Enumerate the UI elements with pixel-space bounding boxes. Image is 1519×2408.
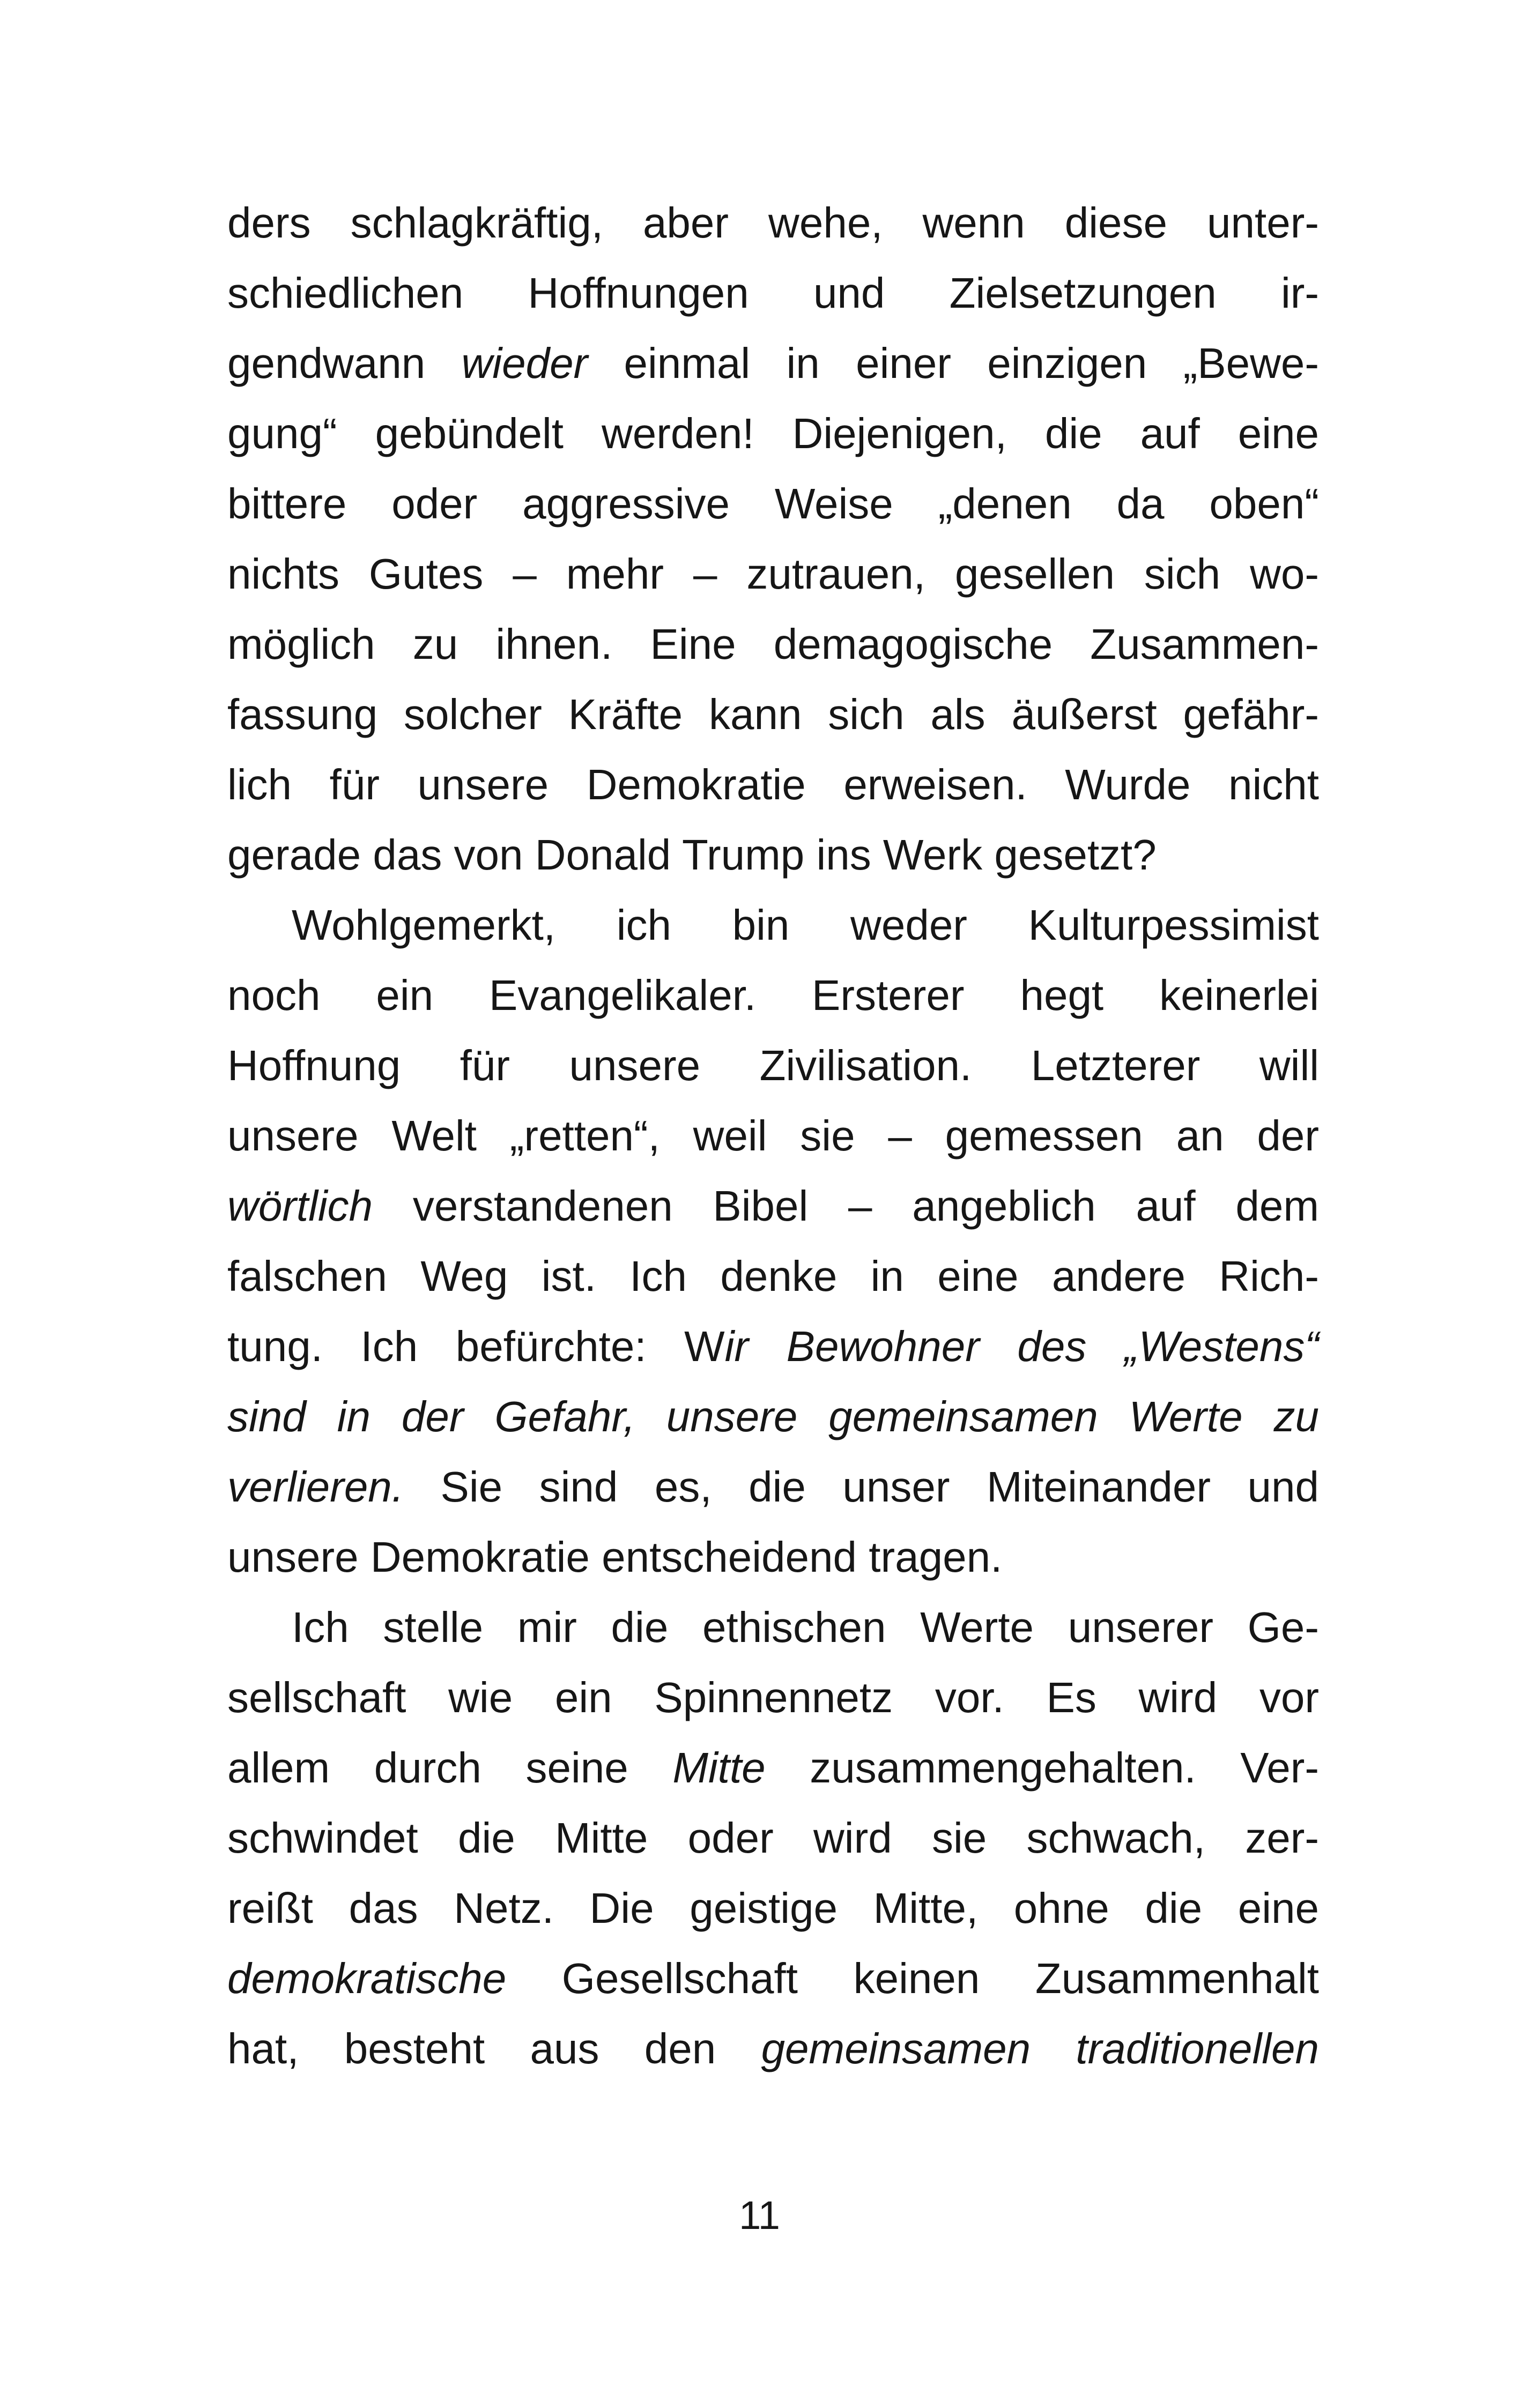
italic-text: Mitte	[672, 1744, 766, 1792]
text-run: sellschaft wie ein Spinnennetz vor. Es wird vor	[227, 1674, 1319, 1721]
text-line	[227, 328, 1319, 398]
page-number: 11	[739, 2193, 780, 2238]
text-line	[227, 188, 1319, 258]
body-text	[227, 188, 1319, 2084]
paragraph	[227, 188, 1319, 890]
text-line	[227, 1943, 1319, 2013]
text-line	[227, 890, 1319, 960]
text-line	[227, 1662, 1319, 1733]
text-line	[227, 1592, 1319, 1662]
text-line	[227, 1241, 1319, 1311]
text-line	[227, 1030, 1319, 1101]
text-run: Gesellschaft keinen Zusammenhalt	[506, 1954, 1319, 2002]
text-run: unsere Welt „retten“, weil sie – gemessen an der	[227, 1112, 1319, 1160]
text-line	[227, 609, 1319, 679]
text-line	[227, 1803, 1319, 1873]
text-line	[227, 469, 1319, 539]
text-line	[227, 1381, 1319, 1452]
text-run: zusammengehalten. Ver-	[765, 1744, 1319, 1792]
text-line	[227, 539, 1319, 609]
text-run: Ich stelle mir die ethischen Werte unserer Ge-	[292, 1603, 1319, 1651]
paragraph	[227, 1592, 1319, 2084]
text-run: reißt das Netz. Die geistige Mitte, ohne die eine	[227, 1884, 1319, 1932]
text-run: ders schlagkräftig, aber wehe, wenn diese unter-	[227, 199, 1319, 247]
text-run: falschen Weg ist. Ich denke in eine andere Rich-	[227, 1252, 1319, 1300]
text-run: schiedlichen Hoffnungen und Zielsetzungen ir-	[227, 269, 1319, 317]
italic-text: gemeinsamen traditionellen	[761, 2025, 1320, 2072]
text-run: fassung solcher Kräfte kann sich als äußerst gefähr-	[227, 690, 1319, 738]
text-run: Hoffnung für unsere Zivilisation. Letzterer will	[227, 1042, 1319, 1089]
text-line	[227, 1101, 1319, 1171]
text-run: gerade das von Donald Trump ins Werk gesetzt?	[227, 831, 1157, 879]
text-line	[227, 679, 1319, 749]
text-line	[227, 749, 1319, 820]
italic-text: wörtlich	[227, 1182, 373, 1230]
text-line	[227, 1873, 1319, 1943]
text-run: lich für unsere Demokratie erweisen. Wurde nicht	[227, 761, 1319, 808]
text-run: tung. Ich befürchte: W	[227, 1322, 725, 1370]
text-line	[227, 2013, 1319, 2084]
text-run: schwindet die Mitte oder wird sie schwach, zer-	[227, 1814, 1319, 1862]
text-run: Sie sind es, die unser Miteinander und	[404, 1463, 1319, 1511]
text-run: gendwann	[227, 339, 462, 387]
text-line	[227, 1522, 1319, 1592]
text-line	[227, 398, 1319, 469]
italic-text: demokratische	[227, 1954, 507, 2002]
italic-text: wieder	[461, 339, 588, 387]
text-line	[227, 960, 1319, 1030]
text-run: allem durch seine	[227, 1744, 673, 1792]
italic-text: sind in der Gefahr, unsere gemeinsamen Werte zu	[227, 1393, 1319, 1440]
text-run: möglich zu ihnen. Eine demagogische Zusammen-	[227, 620, 1319, 668]
italic-text: ir Bewohner des „Westens“	[724, 1322, 1319, 1370]
text-run: noch ein Evangelikaler. Ersterer hegt keinerlei	[227, 971, 1319, 1019]
text-run: einmal in einer einzigen „Bewe-	[588, 339, 1319, 387]
text-line	[227, 1733, 1319, 1803]
text-run: gung“ gebündelt werden! Diejenigen, die auf eine	[227, 410, 1319, 457]
text-run: bittere oder aggressive Weise „denen da oben“	[227, 480, 1319, 527]
text-line	[227, 1171, 1319, 1241]
text-run: Wohlgemerkt, ich bin weder Kulturpessimist	[292, 901, 1319, 949]
paragraph	[227, 890, 1319, 1592]
text-line	[227, 1311, 1319, 1381]
text-line	[227, 820, 1319, 890]
text-line	[227, 258, 1319, 328]
text-run: verstandenen Bibel – angeblich auf dem	[373, 1182, 1319, 1230]
text-line	[227, 1452, 1319, 1522]
text-run: unsere Demokratie entscheidend tragen.	[227, 1533, 1003, 1581]
italic-text: verlieren.	[227, 1463, 404, 1511]
text-run: nichts Gutes – mehr – zutrauen, gesellen sich wo-	[227, 550, 1319, 598]
text-run: hat, besteht aus den	[227, 2025, 761, 2072]
